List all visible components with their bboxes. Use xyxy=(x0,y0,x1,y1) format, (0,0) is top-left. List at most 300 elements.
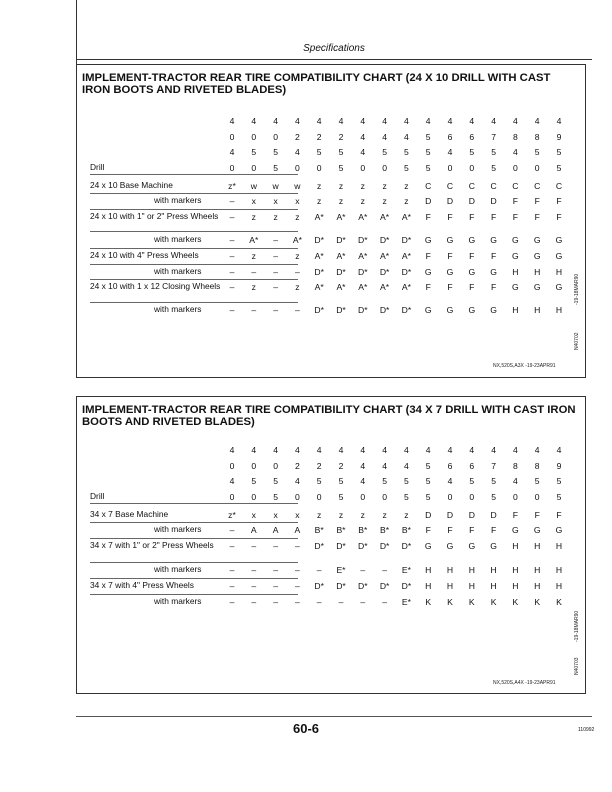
compatibility-cell: A* xyxy=(314,212,324,222)
compatibility-cell: K xyxy=(468,597,475,607)
row-separator xyxy=(90,279,298,280)
compatibility-cell: F xyxy=(447,212,453,222)
tractor-code-digit: 5 xyxy=(404,162,409,173)
compatibility-cell: D xyxy=(490,196,497,206)
compatibility-cell: – xyxy=(273,581,278,591)
compatibility-cell: D* xyxy=(336,235,346,245)
compatibility-cell: K xyxy=(556,597,562,607)
compatibility-cell: – xyxy=(382,565,387,575)
compatibility-cell: F xyxy=(447,525,453,535)
tractor-code-digit: 5 xyxy=(404,476,409,486)
compatibility-cell: x xyxy=(251,196,256,206)
chart-title: IMPLEMENT-TRACTOR REAR TIRE COMPATIBILITY CHART (24 X 10 DRILL WITH CAST IRON BOOTS AND RIVETED BLADES) xyxy=(82,72,551,96)
tractor-code-digit: 8 xyxy=(534,460,540,471)
compatibility-cell: – xyxy=(251,305,257,315)
compatibility-cell: A* xyxy=(314,251,324,261)
compatibility-cell: A* xyxy=(249,235,259,245)
compatibility-cell: F xyxy=(556,212,562,222)
compatibility-cell: H xyxy=(512,305,519,315)
compatibility-cell: z xyxy=(382,510,387,520)
compatibility-cell: G xyxy=(533,282,541,292)
compatibility-cell: – xyxy=(229,525,235,535)
compatibility-cell: – xyxy=(316,597,322,607)
compatibility-cell: z xyxy=(251,282,256,292)
compatibility-cell: A* xyxy=(401,282,411,292)
tractor-code-digit: 4 xyxy=(229,147,235,157)
row-label: with markers xyxy=(154,234,202,244)
section-header: Specifications xyxy=(303,43,365,54)
compatibility-cell: – xyxy=(251,541,257,551)
compatibility-cell: x xyxy=(273,196,278,206)
compatibility-cell: D xyxy=(425,196,432,206)
tractor-code-digit: 0 xyxy=(251,460,257,471)
compatibility-cell: H xyxy=(425,565,432,575)
tractor-code-digit: 5 xyxy=(425,460,431,471)
tractor-code-digit: 5 xyxy=(316,476,322,486)
compatibility-cell: G xyxy=(468,235,476,245)
tractor-code-digit: 0 xyxy=(273,460,278,471)
tractor-code-digit: 5 xyxy=(469,476,475,486)
compatibility-cell: D xyxy=(490,510,497,520)
compatibility-cell: x xyxy=(251,510,256,520)
tractor-code-digit: 5 xyxy=(556,147,562,157)
tractor-code-digit: 4 xyxy=(556,445,562,455)
compatibility-cell: D* xyxy=(358,235,368,245)
compatibility-cell: C xyxy=(534,181,541,191)
compatibility-cell: – xyxy=(316,565,322,575)
compatibility-cell: – xyxy=(273,282,278,292)
tractor-code-digit: 4 xyxy=(382,445,387,455)
compatibility-cell: H xyxy=(555,305,563,315)
tractor-code-digit: 4 xyxy=(360,147,366,157)
compatibility-cell: H xyxy=(534,305,541,315)
tractor-code-digit: 4 xyxy=(447,445,453,455)
compatibility-cell: – xyxy=(338,597,344,607)
compatibility-cell: H xyxy=(555,541,563,551)
tractor-code-digit: 5 xyxy=(338,476,344,486)
compatibility-cell: D* xyxy=(401,305,412,315)
compatibility-cell: z xyxy=(251,212,256,222)
compatibility-cell: x xyxy=(295,196,300,206)
compatibility-cell: E* xyxy=(336,565,346,575)
tractor-code-digit: 4 xyxy=(360,476,366,486)
drill-header-label: Drill xyxy=(90,490,105,501)
compatibility-cell: z xyxy=(404,510,409,520)
compatibility-cell: F xyxy=(490,282,497,292)
tractor-code-digit: 4 xyxy=(556,116,562,126)
compatibility-cell: z xyxy=(273,212,278,222)
compatibility-cell: x xyxy=(273,510,278,520)
row-separator xyxy=(90,522,298,523)
side-reference-code: -19-18MAR90 xyxy=(574,273,580,305)
compatibility-cell: – xyxy=(251,597,257,607)
compatibility-cell: H xyxy=(555,565,563,575)
tractor-code-digit: 4 xyxy=(251,116,257,126)
tractor-code-digit: 8 xyxy=(513,460,518,471)
compatibility-cell: A* xyxy=(358,282,368,292)
tractor-code-digit: 9 xyxy=(556,131,562,142)
row-label: 24 x 10 with 1 x 12 Closing Wheels xyxy=(90,281,221,291)
tractor-code-digit: 4 xyxy=(425,116,431,126)
compatibility-cell: G xyxy=(490,305,497,315)
compatibility-cell: G xyxy=(533,525,541,535)
compatibility-cell: D* xyxy=(336,581,346,591)
compatibility-cell: – xyxy=(295,305,300,315)
compatibility-cell: D* xyxy=(314,305,324,315)
compatibility-cell: D* xyxy=(401,541,412,551)
tractor-code-digit: 0 xyxy=(534,162,540,173)
compatibility-cell: C xyxy=(555,181,563,191)
chart-panel-24x10 xyxy=(76,64,586,378)
tractor-code-digit: 4 xyxy=(316,116,322,126)
row-label: with markers xyxy=(154,596,202,606)
footer-rule xyxy=(76,716,592,717)
row-label: with markers xyxy=(154,304,202,314)
tractor-code-digit: 4 xyxy=(404,131,409,142)
compatibility-cell: H xyxy=(534,267,541,277)
chart-title: IMPLEMENT-TRACTOR REAR TIRE COMPATIBILITY CHART (34 X 7 DRILL WITH CAST IRON BOOTS AND RIVETED BLADES) xyxy=(82,404,576,428)
compatibility-cell: – xyxy=(229,212,235,222)
compatibility-cell: – xyxy=(229,282,235,292)
tractor-code-digit: 0 xyxy=(382,491,387,502)
compatibility-cell: – xyxy=(229,196,235,206)
row-label: 24 x 10 with 1" or 2" Press Wheels xyxy=(90,211,219,221)
tractor-code-digit: 0 xyxy=(295,491,300,502)
tractor-code-digit: 8 xyxy=(534,131,540,142)
compatibility-cell: D* xyxy=(314,541,324,551)
tractor-code-digit: 2 xyxy=(338,131,344,142)
compatibility-cell: – xyxy=(295,541,300,551)
compatibility-cell: G xyxy=(424,541,432,551)
row-separator xyxy=(90,209,298,210)
row-separator xyxy=(90,174,298,175)
compatibility-cell: z xyxy=(295,282,300,292)
compatibility-cell: D* xyxy=(401,267,412,277)
tractor-code-digit: 4 xyxy=(229,116,235,126)
tractor-code-digit: 5 xyxy=(316,147,322,157)
compatibility-cell: D* xyxy=(401,235,412,245)
compatibility-cell: D* xyxy=(358,581,368,591)
side-reference-code: -19-18MAR90 xyxy=(574,610,580,642)
compatibility-cell: – xyxy=(273,597,278,607)
page-number: 60-6 xyxy=(292,721,320,736)
compatibility-cell: z xyxy=(360,510,365,520)
compatibility-cell: z xyxy=(317,196,322,206)
compatibility-cell: D xyxy=(468,510,475,520)
row-label: 24 x 10 Base Machine xyxy=(90,180,173,190)
compatibility-cell: – xyxy=(360,565,366,575)
compatibility-cell: A xyxy=(250,525,257,535)
tractor-code-digit: 5 xyxy=(469,147,475,157)
compatibility-cell: F xyxy=(469,282,475,292)
compatibility-cell: G xyxy=(533,251,541,261)
tractor-code-digit: 0 xyxy=(382,162,387,173)
tractor-code-digit: 5 xyxy=(425,147,431,157)
compatibility-cell: G xyxy=(446,305,454,315)
tractor-code-digit: 0 xyxy=(229,131,235,142)
compatibility-cell: z xyxy=(317,510,322,520)
compatibility-cell: A* xyxy=(380,251,390,261)
compatibility-cell: D* xyxy=(336,541,346,551)
compatibility-cell: D* xyxy=(358,541,368,551)
compatibility-cell: x xyxy=(295,510,300,520)
compatibility-cell: H xyxy=(425,581,432,591)
compatibility-cell: – xyxy=(229,267,235,277)
compatibility-cell: A* xyxy=(401,212,411,222)
compatibility-cell: B* xyxy=(380,525,390,535)
compatibility-cell: G xyxy=(468,305,476,315)
tractor-code-digit: 0 xyxy=(513,491,518,502)
tractor-code-digit: 4 xyxy=(534,116,540,126)
compatibility-cell: F xyxy=(534,212,540,222)
compatibility-cell: H xyxy=(446,581,454,591)
compatibility-cell: F xyxy=(556,510,562,520)
compatibility-cell: H xyxy=(490,581,497,591)
compatibility-cell: G xyxy=(533,235,541,245)
tractor-code-digit: 5 xyxy=(534,476,540,486)
left-margin-line xyxy=(76,0,77,64)
compatibility-cell: A* xyxy=(336,282,346,292)
compatibility-cell: G xyxy=(424,305,432,315)
compatibility-cell: F xyxy=(447,282,453,292)
compatibility-cell: G xyxy=(512,282,519,292)
compatibility-cell: G xyxy=(555,282,563,292)
tractor-code-digit: 0 xyxy=(229,460,235,471)
tractor-code-digit: 4 xyxy=(360,445,366,455)
row-separator xyxy=(90,302,298,303)
tractor-code-digit: 5 xyxy=(338,147,344,157)
compatibility-cell: E* xyxy=(401,565,411,575)
compatibility-cell: F xyxy=(556,196,562,206)
tractor-code-digit: 2 xyxy=(316,460,322,471)
compatibility-cell: F xyxy=(469,212,475,222)
tractor-code-digit: 4 xyxy=(295,445,300,455)
compatibility-cell: A* xyxy=(314,282,324,292)
compatibility-cell: H xyxy=(534,541,541,551)
tractor-code-digit: 4 xyxy=(404,445,409,455)
tractor-code-digit: 4 xyxy=(425,445,431,455)
tractor-code-digit: 4 xyxy=(295,116,300,126)
compatibility-cell: – xyxy=(273,267,278,277)
compatibility-cell: K xyxy=(534,597,541,607)
compatibility-cell: z xyxy=(338,510,344,520)
compatibility-cell: – xyxy=(251,267,257,277)
compatibility-cell: F xyxy=(490,251,497,261)
tractor-code-digit: 7 xyxy=(491,460,496,471)
row-label: 34 x 7 with 4" Press Wheels xyxy=(90,580,194,590)
compatibility-cell: z xyxy=(338,181,344,191)
compatibility-cell: G xyxy=(446,235,454,245)
tractor-code-digit: 4 xyxy=(382,116,387,126)
tractor-code-digit: 0 xyxy=(360,162,366,173)
compatibility-cell: F xyxy=(425,525,431,535)
header-rule xyxy=(76,59,592,60)
compatibility-cell: D* xyxy=(358,305,368,315)
tractor-code-digit: 9 xyxy=(556,460,562,471)
tractor-code-digit: 5 xyxy=(491,491,496,502)
compatibility-cell: A* xyxy=(358,212,368,222)
tractor-code-digit: 5 xyxy=(404,147,409,157)
tractor-code-digit: 4 xyxy=(447,476,453,486)
compatibility-cell: H xyxy=(468,581,475,591)
tractor-code-digit: 6 xyxy=(447,460,453,471)
tractor-code-digit: 4 xyxy=(360,460,366,471)
compatibility-cell: K xyxy=(490,597,497,607)
compatibility-cell: D* xyxy=(401,581,412,591)
compatibility-cell: H xyxy=(534,581,541,591)
chart-footer-code: NX,520S,A4X -19-23APR91 xyxy=(493,680,556,686)
tractor-code-digit: 4 xyxy=(360,131,366,142)
compatibility-cell: G xyxy=(512,235,519,245)
tractor-code-digit: 0 xyxy=(469,491,475,502)
compatibility-cell: F xyxy=(447,251,453,261)
compatibility-cell: – xyxy=(295,565,300,575)
compatibility-cell: z xyxy=(338,196,344,206)
tractor-code-digit: 5 xyxy=(556,491,562,502)
tractor-code-digit: 4 xyxy=(251,445,257,455)
tractor-code-digit: 4 xyxy=(491,116,496,126)
tractor-code-digit: 0 xyxy=(273,131,278,142)
tractor-code-digit: 5 xyxy=(251,147,257,157)
row-separator xyxy=(90,503,298,504)
tractor-code-digit: 4 xyxy=(229,445,235,455)
tractor-code-digit: 5 xyxy=(425,491,431,502)
tractor-code-digit: 0 xyxy=(513,162,518,173)
compatibility-cell: F xyxy=(425,251,431,261)
tractor-code-digit: 5 xyxy=(425,131,431,142)
compatibility-cell: H xyxy=(446,565,454,575)
tractor-code-digit: 5 xyxy=(273,491,278,502)
row-label: with markers xyxy=(154,564,202,574)
row-separator xyxy=(90,193,298,194)
tractor-code-digit: 4 xyxy=(382,131,387,142)
tractor-code-digit: 5 xyxy=(251,476,257,486)
side-figure-code: N40703 xyxy=(574,657,580,675)
tractor-code-digit: 5 xyxy=(425,476,431,486)
compatibility-cell: – xyxy=(251,581,257,591)
compatibility-cell: – xyxy=(229,305,235,315)
compatibility-cell: z* xyxy=(228,510,236,520)
compatibility-cell: A* xyxy=(401,251,411,261)
compatibility-cell: – xyxy=(229,565,235,575)
compatibility-cell: D xyxy=(425,510,432,520)
tractor-code-digit: 4 xyxy=(338,116,344,126)
compatibility-cell: z xyxy=(382,196,387,206)
compatibility-cell: C xyxy=(446,181,454,191)
compatibility-cell: B* xyxy=(314,525,324,535)
compatibility-cell: B* xyxy=(358,525,368,535)
tractor-code-digit: 2 xyxy=(338,460,344,471)
tractor-code-digit: 6 xyxy=(469,131,475,142)
compatibility-cell: – xyxy=(273,541,278,551)
tractor-code-digit: 5 xyxy=(556,476,562,486)
compatibility-cell: B* xyxy=(336,525,346,535)
compatibility-cell: C xyxy=(468,181,475,191)
compatibility-cell: B* xyxy=(401,525,411,535)
tractor-code-digit: 0 xyxy=(251,491,257,502)
tractor-code-digit: 0 xyxy=(229,491,235,502)
compatibility-cell: A* xyxy=(380,212,390,222)
tractor-code-digit: 7 xyxy=(491,131,496,142)
compatibility-cell: z xyxy=(295,251,300,261)
compatibility-cell: H xyxy=(468,565,475,575)
tractor-code-digit: 5 xyxy=(491,476,496,486)
compatibility-cell: G xyxy=(446,267,454,277)
compatibility-cell: C xyxy=(512,181,519,191)
row-separator xyxy=(90,538,298,539)
compatibility-cell: – xyxy=(360,597,366,607)
compatibility-cell: A* xyxy=(336,251,346,261)
compatibility-cell: G xyxy=(468,541,476,551)
row-label: 24 x 10 with 4" Press Wheels xyxy=(90,250,199,260)
compatibility-cell: F xyxy=(534,196,540,206)
tractor-code-digit: 4 xyxy=(338,445,344,455)
compatibility-cell: – xyxy=(273,235,278,245)
compatibility-cell: C xyxy=(425,181,432,191)
tractor-code-digit: 5 xyxy=(491,147,496,157)
tractor-code-digit: 0 xyxy=(229,162,235,173)
compatibility-cell: H xyxy=(512,267,519,277)
compatibility-cell: A* xyxy=(380,282,390,292)
compatibility-cell: z xyxy=(360,196,365,206)
compatibility-cell: G xyxy=(424,235,432,245)
compatibility-cell: – xyxy=(273,251,278,261)
tractor-code-digit: 5 xyxy=(404,491,409,502)
tractor-code-digit: 4 xyxy=(273,116,278,126)
chart-panel-34x7 xyxy=(76,396,586,694)
row-separator xyxy=(90,248,298,249)
tractor-code-digit: 4 xyxy=(382,460,387,471)
tractor-code-digit: 5 xyxy=(425,162,431,173)
tractor-code-digit: 0 xyxy=(295,162,300,173)
row-separator xyxy=(90,264,298,265)
compatibility-cell: G xyxy=(490,267,497,277)
tractor-code-digit: 4 xyxy=(513,476,518,486)
compatibility-cell: w xyxy=(294,181,301,191)
compatibility-cell: C xyxy=(490,181,497,191)
tractor-code-digit: 5 xyxy=(273,162,278,173)
row-separator xyxy=(90,231,298,232)
compatibility-cell: – xyxy=(251,565,257,575)
row-label: with markers xyxy=(154,524,202,534)
compatibility-cell: F xyxy=(469,525,475,535)
compatibility-cell: G xyxy=(512,525,519,535)
compatibility-cell: F xyxy=(534,510,540,520)
compatibility-cell: D* xyxy=(379,305,390,315)
tractor-code-digit: 5 xyxy=(382,147,387,157)
compatibility-cell: H xyxy=(555,267,563,277)
tractor-code-digit: 5 xyxy=(338,491,344,502)
row-separator xyxy=(90,562,298,563)
compatibility-cell: D* xyxy=(314,267,324,277)
compatibility-cell: D* xyxy=(314,581,324,591)
compatibility-cell: D* xyxy=(379,581,390,591)
compatibility-cell: – xyxy=(273,565,278,575)
side-figure-code: N40702 xyxy=(574,332,580,350)
tractor-code-digit: 4 xyxy=(229,476,235,486)
tractor-code-digit: 4 xyxy=(273,445,278,455)
tractor-code-digit: 4 xyxy=(447,116,453,126)
tractor-code-digit: 4 xyxy=(513,445,518,455)
tractor-code-digit: 4 xyxy=(469,445,475,455)
tractor-code-digit: 4 xyxy=(513,147,518,157)
compatibility-cell: w xyxy=(250,181,257,191)
tractor-code-digit: 2 xyxy=(295,131,300,142)
compatibility-cell: D* xyxy=(379,541,390,551)
tractor-code-digit: 0 xyxy=(447,162,453,173)
compatibility-cell: – xyxy=(382,597,387,607)
compatibility-cell: G xyxy=(424,267,432,277)
